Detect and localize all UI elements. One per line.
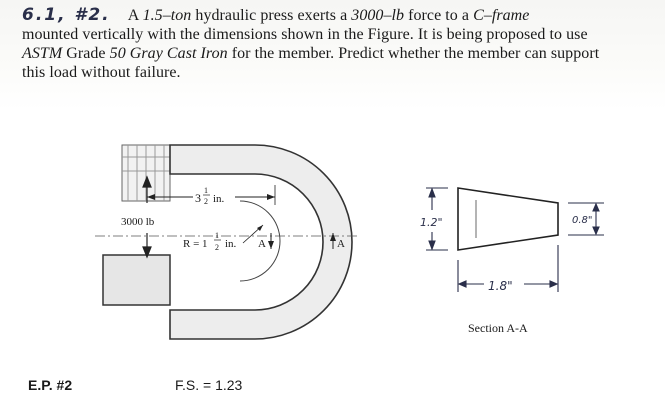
svg-text:1: 1 <box>204 186 208 195</box>
c-frame-figure <box>95 125 365 370</box>
svg-text:A: A <box>337 238 345 250</box>
section-drawing <box>408 180 633 340</box>
svg-text:2: 2 <box>204 197 208 206</box>
c-frame-drawing <box>95 125 365 370</box>
svg-text:A: A <box>258 238 266 250</box>
trapezoid-section <box>458 188 558 250</box>
section-marker-left <box>258 233 274 250</box>
section-a-a <box>408 180 633 340</box>
radius-label <box>183 225 263 252</box>
svg-text:1: 1 <box>215 231 219 240</box>
svg-text:in.: in. <box>213 193 225 205</box>
exercise-number: E.P. #2 <box>28 377 73 393</box>
factor-of-safety: F.S. = 1.23 <box>175 377 243 393</box>
problem-line-2: mounted vertically with the dimensions shown in the Figure. It is being proposed to use <box>22 26 588 43</box>
problem-line-1: 6.1, #2. A 1.5–ton hydraulic press exerts a 3000–lb force to a C–frame <box>22 5 530 25</box>
width-label: 1.8" <box>488 279 513 293</box>
section-caption: Section A-A <box>468 321 528 335</box>
problem-statement <box>22 6 652 82</box>
svg-text:R = 1: R = 1 <box>183 238 208 250</box>
load-label: 3000 lb <box>121 216 155 228</box>
left-height-label: 1.2" <box>420 216 443 229</box>
handwritten-problem-number: 6.1, #2. <box>22 5 111 25</box>
problem-line-3: ASTM Grade 50 Gray Cast Iron for the member. Predict whether the member can support <box>22 45 600 62</box>
press-ram <box>122 145 170 201</box>
right-height-label: 0.8" <box>572 215 593 226</box>
svg-text:in.: in. <box>225 238 237 250</box>
base-block <box>103 255 170 305</box>
load-arrow-down <box>143 233 151 257</box>
svg-text:2: 2 <box>215 243 219 252</box>
problem-line-4: this load without failure. <box>22 64 181 81</box>
svg-text:3: 3 <box>195 191 201 205</box>
